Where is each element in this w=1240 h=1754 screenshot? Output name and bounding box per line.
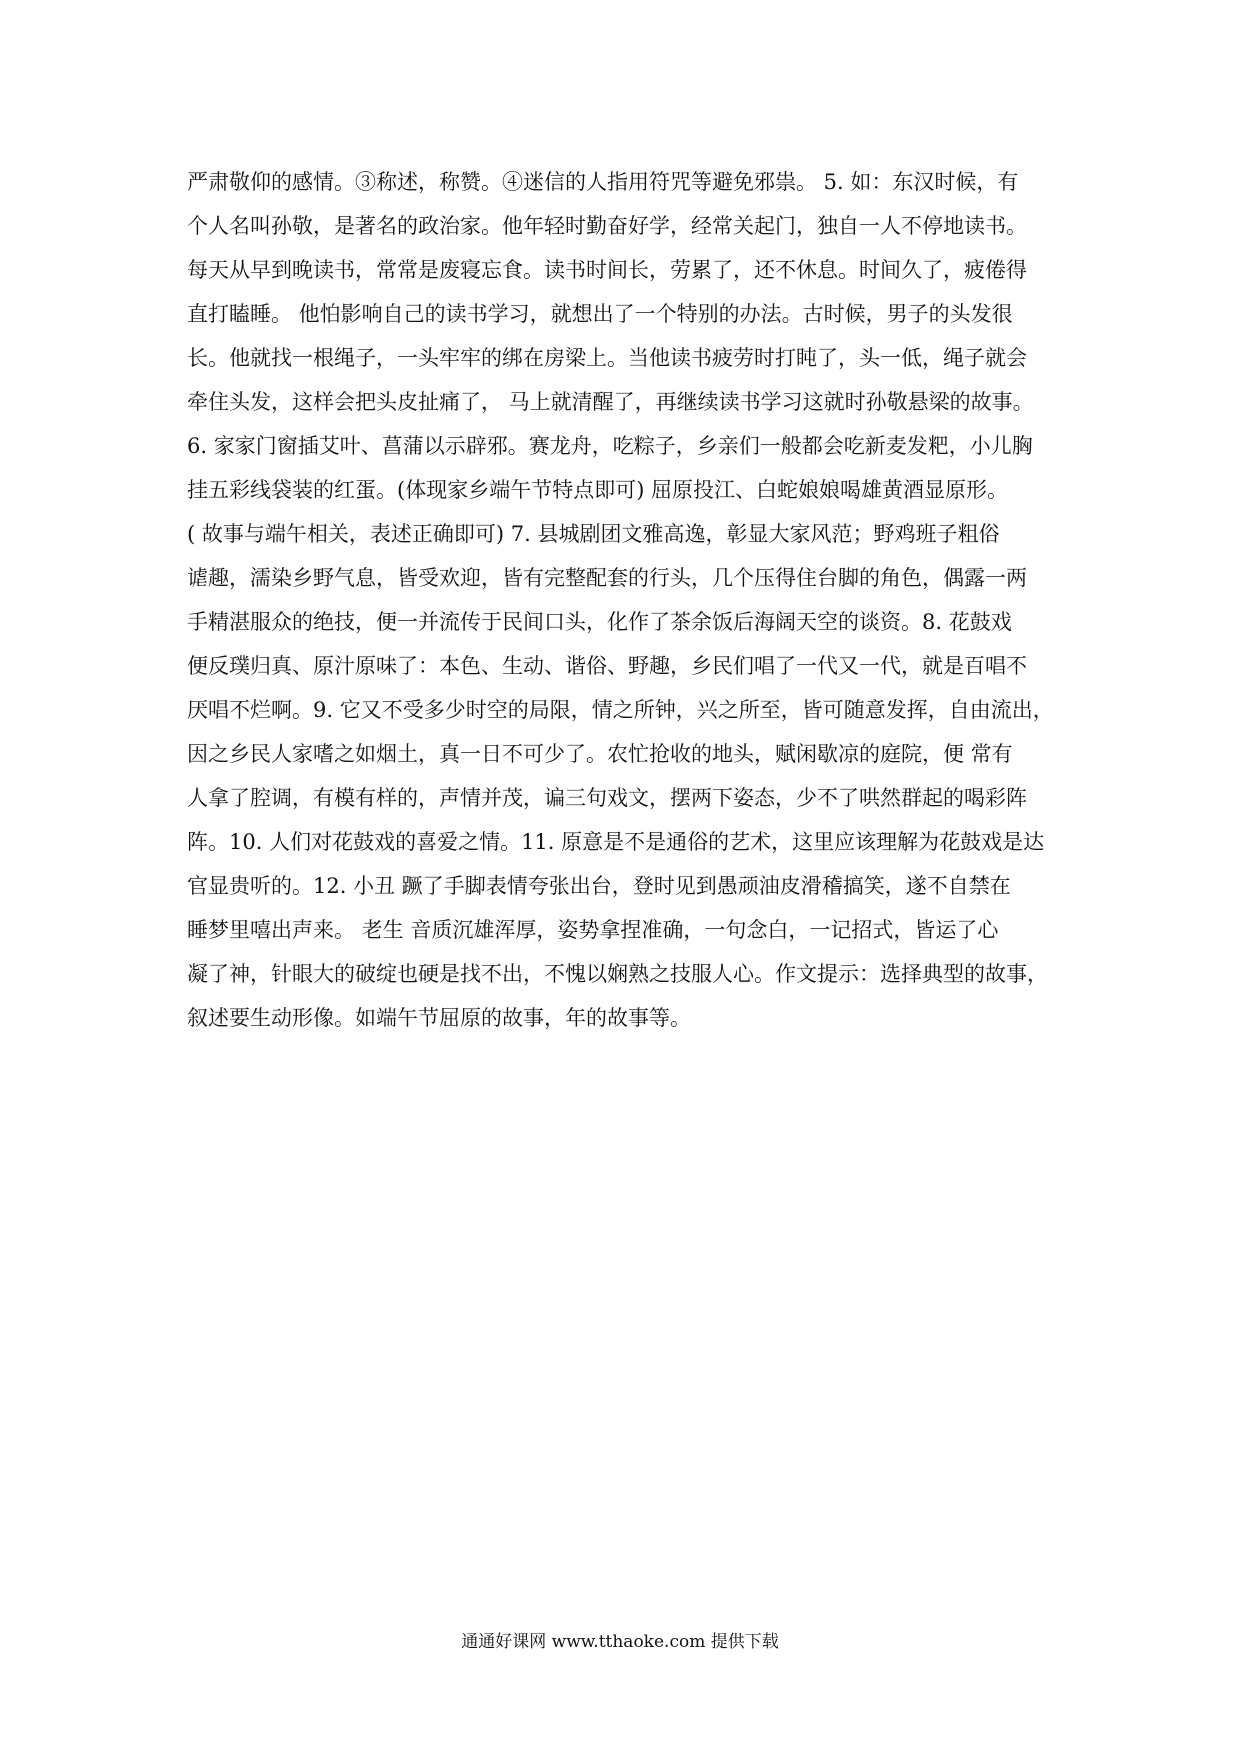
text-line: 严肃敬仰的感情。③称述，称赞。④迷信的人指用符咒等避免邪祟。 5. 如：东汉时候，有 xyxy=(187,170,1019,194)
text-line: 每天从早到晚读书，常常是废寝忘食。读书时间长，劳累了，还不休息。时间久了，疲倦得 xyxy=(187,258,1027,282)
text-line: 长。他就找一根绳子，一头牢牢的绑在房梁上。当他读书疲劳时打盹了，头一低，绳子就会 xyxy=(187,346,1027,370)
text-line: 因之乡民人家嗜之如烟土，真一日不可少了。农忙抢收的地头，赋闲歇凉的庭院，便 常有 xyxy=(187,742,1013,766)
text-line: ( 故事与端午相关，表述正确即可) 7. 县城剧团文雅高逸，彰显大家风范；野鸡班子粗俗 xyxy=(187,522,1000,546)
text-line: 厌唱不烂啊。9. 它又不受多少时空的局限，情之所钟，兴之所至，皆可随意发挥，自由流出， xyxy=(187,698,1054,722)
text-line: 凝了神，针眼大的破绽也硬是找不出，不愧以娴熟之技服人心。作文提示：选择典型的故事， xyxy=(187,962,1048,986)
text-line: 牵住头发，这样会把头皮扯痛了， 马上就清醒了，再继续读书学习这就时孙敬悬梁的故事。 xyxy=(187,390,1034,414)
answer-text-block xyxy=(187,160,1057,1040)
text-line: 叙述要生动形像。如端午节屈原的故事，年的故事等。 xyxy=(187,1006,691,1030)
text-line: 手精湛服众的绝技，便一并流传于民间口头，化作了茶余饭后海阔天空的谈资。8. 花鼓戏 xyxy=(187,610,1012,634)
text-line: 便反璞归真、原汁原味了：本色、生动、谐俗、野趣，乡民们唱了一代又一代，就是百唱不 xyxy=(187,654,1027,678)
text-line: 6. 家家门窗插艾叶、菖蒲以示辟邪。赛龙舟，吃粽子，乡亲们一般都会吃新麦发粑，小儿胸 xyxy=(187,434,1033,458)
text-line: 睡梦里嘻出声来。 老生 音质沉雄浑厚，姿势拿捏准确，一句念白，一记招式，皆运了心 xyxy=(187,918,999,942)
text-line: 官显贵听的。12. 小丑 蹶了手脚表情夸张出台，登时见到愚顽油皮滑稽搞笑，遂不自禁在 xyxy=(187,874,1011,898)
text-line: 人拿了腔调，有模有样的，声情并茂，谝三句戏文，摆两下姿态，少不了哄然群起的喝彩阵 xyxy=(187,786,1027,810)
text-line: 直打瞌睡。 他怕影响自己的读书学习，就想出了一个特别的办法。古时候，男子的头发很 xyxy=(187,302,1013,326)
text-line: 挂五彩线袋装的红蛋。(体现家乡端午节特点即可) 屈原投江、白蛇娘娘喝雄黄酒显原形。 xyxy=(187,478,1009,502)
text-line: 个人名叫孙敬，是著名的政治家。他年轻时勤奋好学，经常关起门，独自一人不停地读书。 xyxy=(187,214,1027,238)
text-line: 阵。10. 人们对花鼓戏的喜爱之情。11. 原意是不是通俗的艺术，这里应该理解为花鼓戏是达 xyxy=(187,830,1045,854)
text-line: 谑趣，濡染乡野气息，皆受欢迎，皆有完整配套的行头，几个压得住台脚的角色，偶露一两 xyxy=(187,566,1027,590)
page-footer: 通通好课网 www.tthaoke.com 提供下载 xyxy=(461,1632,779,1652)
